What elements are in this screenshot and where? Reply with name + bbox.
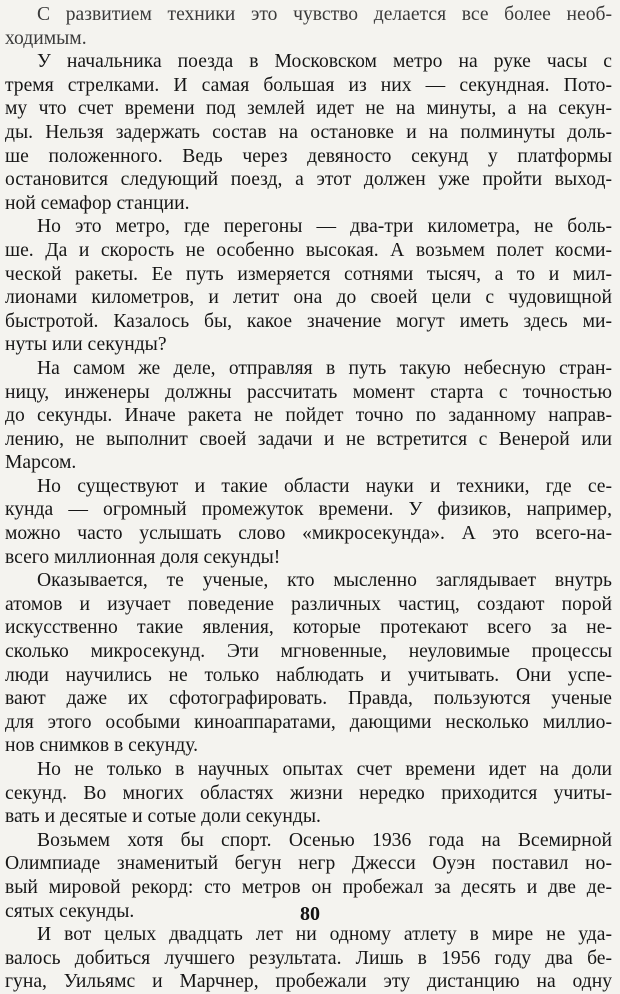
text-line: остановится следующий поезд, а этот должен уже пройти выход- [5, 169, 612, 191]
text-line: для этого особыми киноаппаратами, дающими несколько миллио- [5, 711, 612, 733]
text-line: до секунды. Иначе ракета не пойдет точно по заданному направ- [5, 405, 612, 427]
text-line: кунда — огромный промежуток времени. У физиков, например, [5, 499, 612, 521]
paragraph-5 [5, 475, 612, 569]
text-line: ницу, инженеры должны рассчитать момент старта с точностью [5, 381, 612, 403]
paragraph-3 [5, 215, 612, 357]
text-line: валось добиться лучшего результата. Лишь в 1956 году два бе- [5, 947, 612, 969]
text-line: ческой ракеты. Ее путь измеряется сотнями тысяч, а то и мил- [5, 263, 612, 285]
text-line: му что счет времени под землей идет не на минуты, а на секун- [5, 98, 612, 120]
text-line: ходимым. [5, 27, 87, 49]
text-line: можно часто услышать слово «микросекунда». А это всего-на- [5, 523, 612, 545]
page-text [5, 3, 612, 994]
text-line: лионами километров, и летит она до своей цели с чудовищной [5, 287, 612, 309]
text-line: нов снимков в секунду. [5, 735, 198, 757]
text-line: И вот целых двадцать лет ни одному атлету в мире не уда- [37, 924, 612, 946]
text-line: тремя стрелками. И самая большая из них — секундная. Пото- [5, 74, 612, 96]
text-line: гуна, Уильямс и Марчнер, пробежали эту дистанцию на одну [5, 971, 612, 993]
text-line: сятых секунды. [5, 900, 135, 922]
text-line: ды. Нельзя задержать состав на остановке и на полминуты доль- [5, 121, 612, 143]
text-line: люди научились не только наблюдать и учитывать. Они успе- [5, 664, 612, 686]
text-line: нуты или секунды? [5, 334, 167, 356]
text-line: Олимпиаде знаменитый бегун негр Джесси Оуэн поставил но- [5, 853, 612, 875]
text-line: ше положенного. Ведь через девяносто секунд у платформы [5, 145, 612, 167]
text-line: вают даже их сфотографировать. Правда, пользуются ученые [5, 688, 612, 710]
text-line: вать и десятые и сотые доли секунды. [5, 806, 321, 828]
text-line: секунд. Во многих областях жизни нередко приходится учиты- [5, 782, 612, 804]
text-line: Но это метро, где перегоны — два-три километра, не боль- [37, 216, 612, 238]
text-line: Возьмем хотя бы спорт. Осенью 1936 года на Всемирной [37, 829, 612, 851]
paragraph-4 [5, 357, 612, 475]
text-line: быстротой. Казалось бы, какое значение могут иметь здесь ми- [5, 310, 612, 332]
text-line: лению, не выполнит своей задачи и не встретится с Венерой или [5, 428, 612, 450]
text-line: На самом же деле, отправляя в путь такую небесную стран- [37, 357, 612, 379]
text-line: ной семафор станции. [5, 192, 190, 214]
text-line: Марсом. [5, 452, 77, 474]
text-line: Но не только в научных опытах счет времени идет на доли [37, 759, 612, 780]
text-line: атомов и изучает поведение различных частиц, создают порой [5, 593, 612, 615]
text-line: У начальника поезда в Московском метро на руке часы с [37, 51, 612, 73]
paragraph-6 [5, 569, 612, 758]
text-line: Но существуют и такие области науки и техники, где се- [37, 475, 612, 497]
paragraph-1 [5, 3, 612, 50]
text-line: сколько микросекунд. Эти мгновенные, неуловимые процессы [5, 641, 612, 663]
paragraph-7 [5, 758, 612, 829]
text-line: ше. Да и скорость не особенно высокая. А возьмем полет косми- [5, 239, 612, 261]
page-number: 80 [300, 903, 320, 925]
paragraph-2 [5, 50, 612, 215]
text-line: всего миллионная доля секунды! [5, 546, 281, 568]
text-line: искусственно такие явления, которые протекают всего за не- [5, 617, 612, 639]
text-line: вый мировой рекорд: сто метров он пробежал за десять и две де- [5, 876, 612, 898]
text-line: С развитием техники это чувство делается все более необ- [37, 4, 612, 25]
text-line: Оказывается, те ученые, кто мысленно заглядывает внутрь [37, 570, 612, 592]
